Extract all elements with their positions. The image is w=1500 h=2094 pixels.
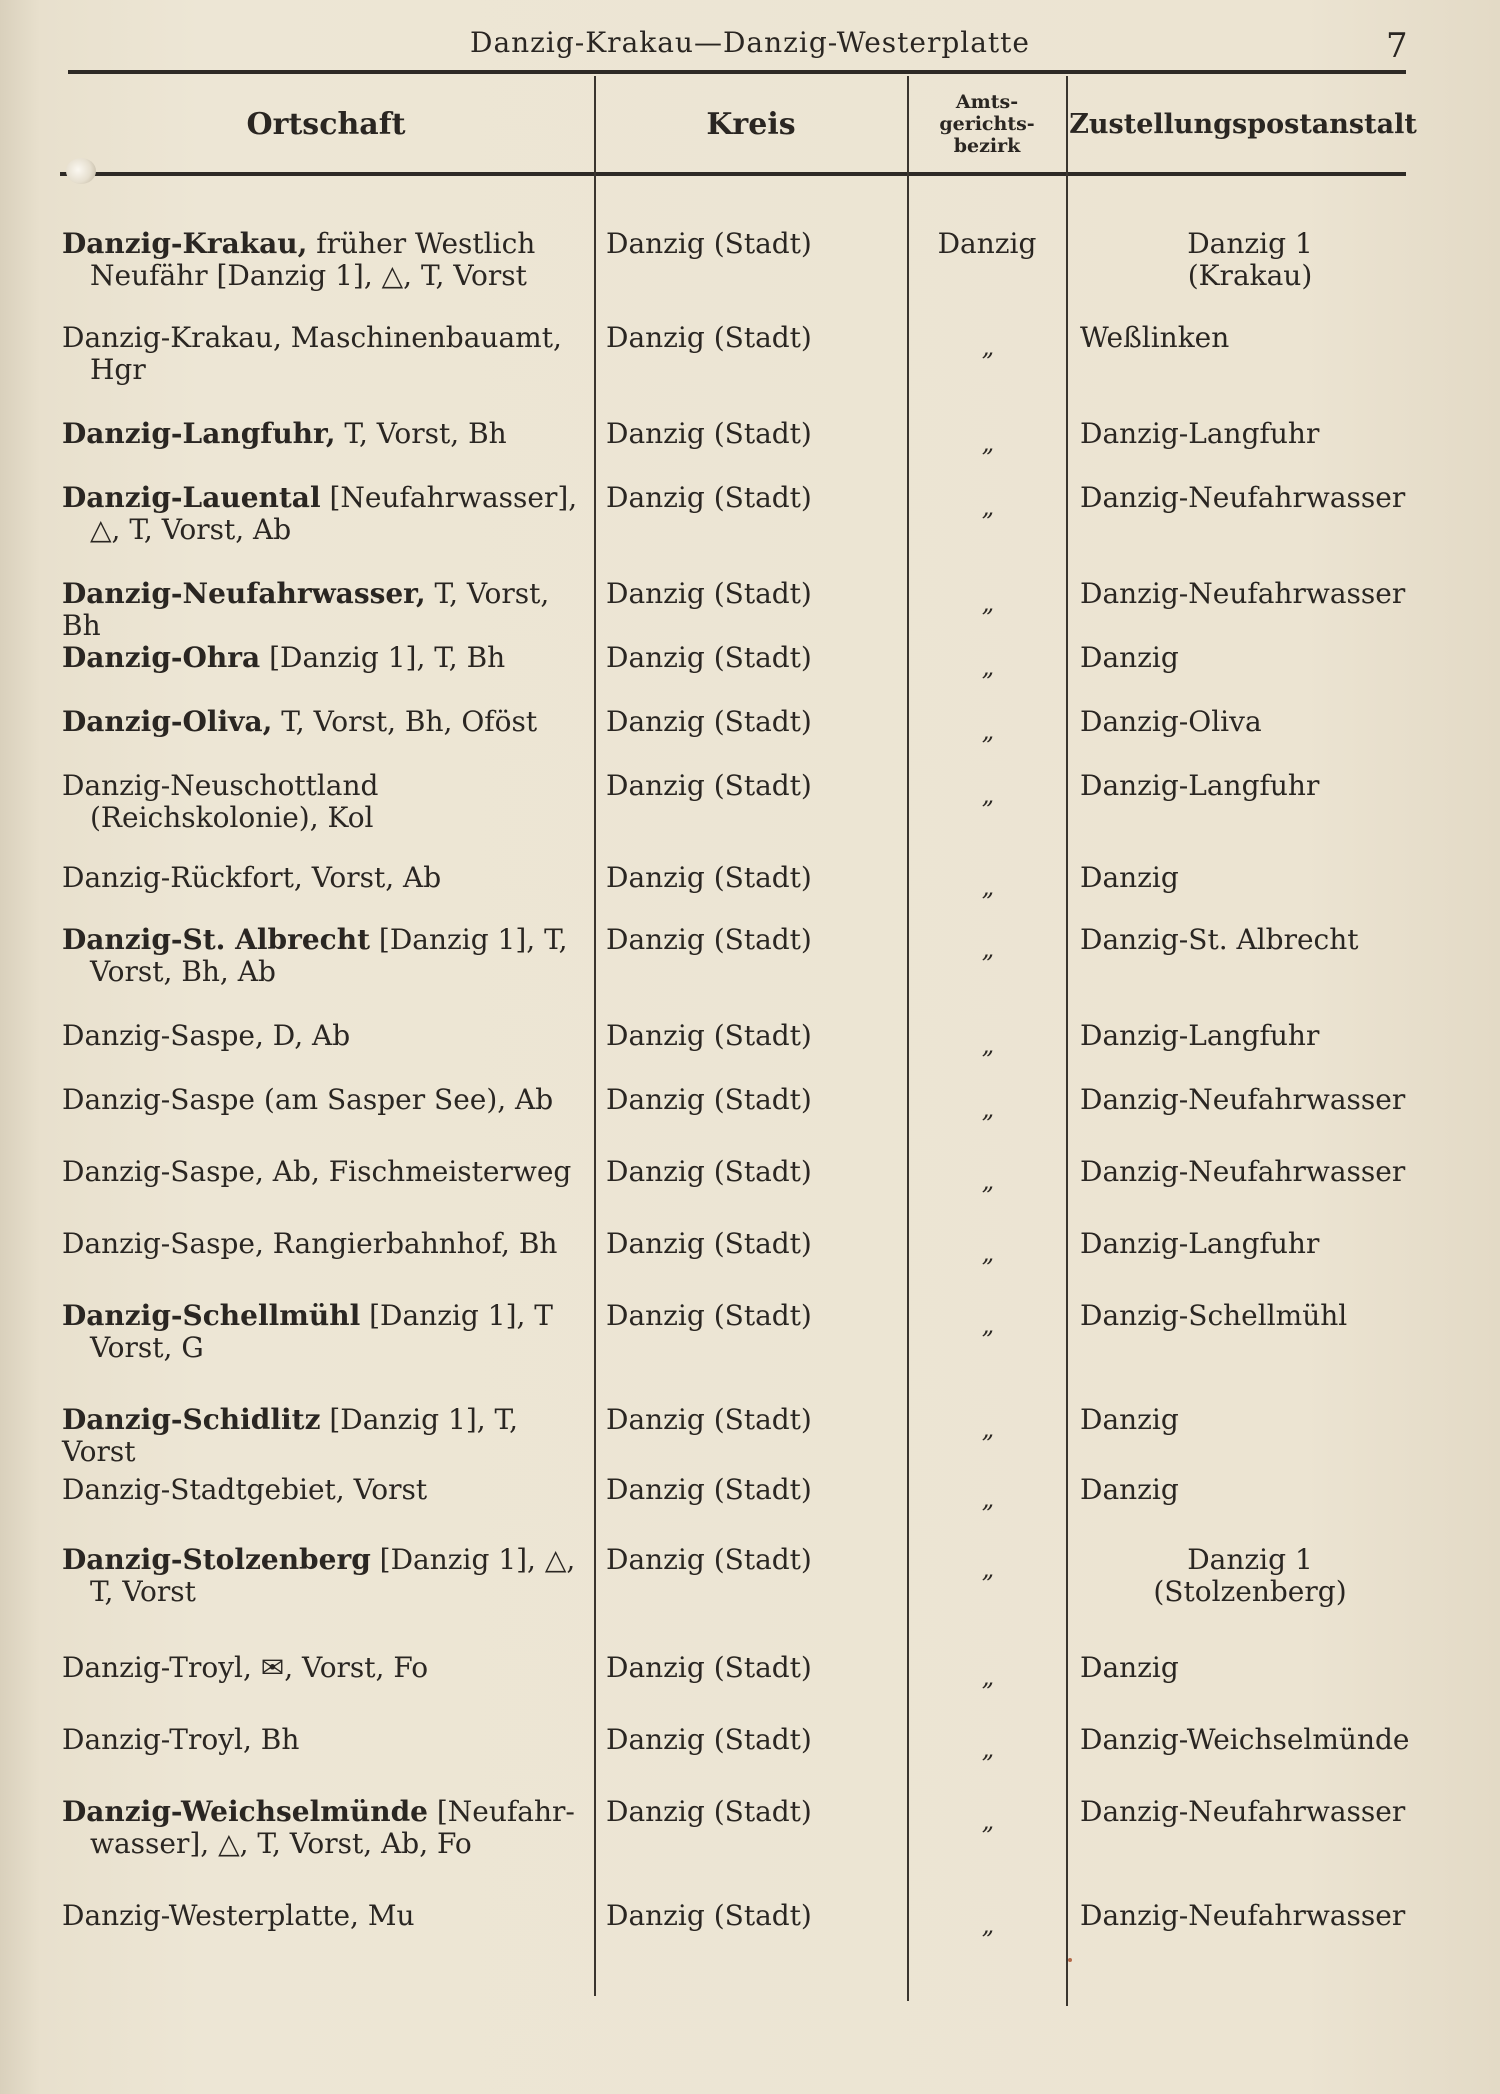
ortschaft-cell <box>62 1156 582 1188</box>
postanstalt-subvalue: (Stolzenberg) <box>1153 1575 1347 1608</box>
amtsgericht-cell <box>912 1474 1062 1513</box>
postanstalt-value: Danzig-Weichselmünde <box>1080 1723 1410 1756</box>
place-name: Danzig-Westerplatte, <box>62 1899 359 1932</box>
postanstalt-cell <box>1080 1652 1420 1684</box>
place-line <box>62 482 582 514</box>
header-amtsgericht-line: Amts- <box>955 91 1019 113</box>
amtsgericht-cell <box>912 1404 1062 1443</box>
postanstalt-value: Danzig-Neufahrwasser <box>1080 577 1406 610</box>
postanstalt-cell <box>1080 418 1420 450</box>
ditto-mark: „ <box>981 1239 993 1267</box>
ortschaft-cell <box>62 1652 582 1684</box>
place-line <box>62 418 582 450</box>
amtsgericht-cell <box>912 1228 1062 1267</box>
place-line <box>62 1724 582 1756</box>
kreis-cell: Danzig (Stadt) <box>606 641 812 674</box>
header-bottom-rule <box>60 172 1406 176</box>
place-line <box>62 1020 582 1052</box>
place-name: Danzig-Krakau, <box>62 227 308 260</box>
ortschaft-cell <box>62 578 582 642</box>
postanstalt-cell <box>1080 322 1420 354</box>
amtsgericht-value: Danzig <box>937 227 1037 260</box>
place-details: Rangierbahnhof, Bh <box>263 1227 558 1260</box>
postanstalt-cell <box>1080 642 1420 674</box>
place-name: Danzig-Saspe, <box>62 1227 264 1260</box>
ditto-mark: „ <box>981 1911 993 1939</box>
place-line <box>62 1300 582 1332</box>
ortschaft-cell <box>62 418 582 450</box>
amtsgericht-cell <box>912 578 1062 617</box>
amtsgericht-cell <box>912 1724 1062 1763</box>
kreis-cell: Danzig (Stadt) <box>606 1299 812 1332</box>
kreis-cell: Danzig (Stadt) <box>606 1795 812 1828</box>
place-details: (am Sasper See), Ab <box>255 1083 554 1116</box>
place-name: Danzig-Krakau, <box>62 321 282 354</box>
running-head: Danzig-Krakau—Danzig-Westerplatte <box>470 26 1030 59</box>
ortschaft-cell <box>62 1796 582 1860</box>
place-name: Danzig-Saspe, <box>62 1019 264 1052</box>
postanstalt-value: Danzig-Langfuhr <box>1080 417 1320 450</box>
ditto-mark: „ <box>981 1663 993 1691</box>
postanstalt-value: Danzig-Langfuhr <box>1080 1019 1320 1052</box>
place-line <box>62 1652 582 1684</box>
ortschaft-cell <box>62 1084 582 1116</box>
postanstalt-value: Danzig <box>1080 1651 1179 1684</box>
amtsgericht-cell <box>912 770 1062 809</box>
ditto-mark: „ <box>981 873 993 901</box>
place-details: T, Vorst, Bh <box>62 577 550 642</box>
place-details: Mu <box>358 1899 415 1932</box>
ortschaft-cell <box>62 1544 582 1608</box>
amtsgericht-cell <box>912 1900 1062 1939</box>
place-name: Danzig-Troyl, <box>62 1723 252 1756</box>
amtsgericht-cell <box>912 1300 1062 1339</box>
place-line <box>62 1796 582 1828</box>
place-continuation: Vorst, G <box>90 1331 204 1364</box>
kreis-cell: Danzig (Stadt) <box>606 321 812 354</box>
place-continuation: Neufähr [Danzig 1], △, T, Vorst <box>90 259 527 292</box>
place-line <box>62 1084 582 1116</box>
place-details: [Danzig 1], △, <box>370 1543 576 1576</box>
postanstalt-cell <box>1080 1300 1420 1332</box>
place-details: Vorst, Ab <box>302 861 442 894</box>
place-details: [Neufahrwasser], <box>320 481 578 514</box>
postanstalt-cell <box>1080 1474 1420 1506</box>
ortschaft-cell <box>62 706 582 738</box>
place-details: [Danzig 1], T, Vorst <box>62 1403 518 1468</box>
place-name: Danzig-Neuschottland <box>62 769 379 802</box>
amtsgericht-cell <box>912 1544 1062 1583</box>
kreis-cell: Danzig (Stadt) <box>606 1227 812 1260</box>
place-name: Danzig-Saspe <box>62 1083 256 1116</box>
amtsgericht-cell <box>912 228 1062 260</box>
postanstalt-cell <box>1080 1084 1420 1116</box>
place-line <box>62 1404 582 1468</box>
place-continuation: △, T, Vorst, Ab <box>90 513 292 546</box>
header-kreis: Kreis <box>706 106 796 142</box>
postanstalt-value: Danzig-Neufahrwasser <box>1080 1083 1406 1116</box>
ditto-mark: „ <box>981 1415 993 1443</box>
postanstalt-cell <box>1080 706 1420 738</box>
place-name: Danzig-Stolzenberg <box>62 1543 371 1576</box>
kreis-cell: Danzig (Stadt) <box>606 1019 812 1052</box>
amtsgericht-cell <box>912 1084 1062 1123</box>
place-name: Danzig-St. Albrecht <box>62 923 371 956</box>
kreis-cell: Danzig (Stadt) <box>606 1899 812 1932</box>
place-details: ✉, Vorst, Fo <box>251 1651 429 1684</box>
place-details: Vorst <box>344 1473 428 1506</box>
place-details: früher Westlich <box>307 227 536 260</box>
postanstalt-cell <box>1080 482 1420 514</box>
place-line <box>62 1228 582 1260</box>
ortschaft-cell <box>62 1020 582 1052</box>
column-divider <box>1066 76 1068 2006</box>
amtsgericht-cell <box>912 642 1062 681</box>
postanstalt-value: Danzig-Langfuhr <box>1080 1227 1320 1260</box>
kreis-cell: Danzig (Stadt) <box>606 769 812 802</box>
place-details: Maschinenbauamt, <box>281 321 562 354</box>
amtsgericht-cell <box>912 1020 1062 1059</box>
place-line <box>62 862 582 894</box>
place-name: Danzig-Ohra <box>62 641 261 674</box>
ditto-mark: „ <box>981 1031 993 1059</box>
place-name: Danzig-Oliva, <box>62 705 273 738</box>
postanstalt-value: Danzig 1 <box>1187 227 1313 260</box>
place-name: Danzig-Schidlitz <box>62 1403 321 1436</box>
place-name: Danzig-Stadtgebiet, <box>62 1473 345 1506</box>
postanstalt-value: Danzig-Neufahrwasser <box>1080 1899 1406 1932</box>
ditto-mark: „ <box>981 1095 993 1123</box>
amtsgericht-cell <box>912 706 1062 745</box>
ortschaft-cell <box>62 1404 582 1468</box>
postanstalt-cell <box>1080 1228 1420 1260</box>
place-details: [Danzig 1], T <box>360 1299 553 1332</box>
place-line <box>62 1900 582 1932</box>
postanstalt-value: Danzig 1 <box>1187 1543 1313 1576</box>
kreis-cell: Danzig (Stadt) <box>606 1403 812 1436</box>
ditto-mark: „ <box>981 589 993 617</box>
postanstalt-cell <box>1080 1156 1420 1188</box>
header-amtsgericht-line: bezirk <box>953 135 1021 157</box>
ditto-mark: „ <box>981 717 993 745</box>
place-line <box>62 770 582 802</box>
place-continuation: (Reichskolonie), Kol <box>90 801 374 834</box>
kreis-cell: Danzig (Stadt) <box>606 1723 812 1756</box>
ortschaft-cell <box>62 1228 582 1260</box>
place-line <box>62 322 582 354</box>
column-divider <box>594 76 596 1996</box>
place-line <box>62 1156 582 1188</box>
ortschaft-cell <box>62 228 582 292</box>
amtsgericht-cell <box>912 1156 1062 1195</box>
place-continuation: wasser], △, T, Vorst, Ab, Fo <box>90 1827 472 1860</box>
place-name: Danzig-Langfuhr, <box>62 417 336 450</box>
kreis-cell: Danzig (Stadt) <box>606 1155 812 1188</box>
postanstalt-value: Danzig <box>1080 1403 1179 1436</box>
header-zustellungspostanstalt: Zustellungspostanstalt <box>1069 108 1417 140</box>
place-details: [Danzig 1], T, <box>370 923 568 956</box>
place-details: [Neufahr- <box>427 1795 575 1828</box>
place-name: Danzig-Saspe, <box>62 1155 264 1188</box>
amtsgericht-cell <box>912 1652 1062 1691</box>
ditto-mark: „ <box>981 429 993 457</box>
postanstalt-value: Danzig <box>1080 861 1179 894</box>
kreis-cell: Danzig (Stadt) <box>606 577 812 610</box>
postanstalt-cell <box>1080 1724 1420 1756</box>
kreis-cell: Danzig (Stadt) <box>606 1543 812 1576</box>
kreis-cell: Danzig (Stadt) <box>606 227 812 260</box>
kreis-cell: Danzig (Stadt) <box>606 705 812 738</box>
place-line <box>62 706 582 738</box>
kreis-cell: Danzig (Stadt) <box>606 861 812 894</box>
ortschaft-cell <box>62 1300 582 1364</box>
ditto-mark: „ <box>981 1807 993 1835</box>
ditto-mark: „ <box>981 1311 993 1339</box>
place-details: [Danzig 1], T, Bh <box>260 641 506 674</box>
kreis-cell: Danzig (Stadt) <box>606 481 812 514</box>
place-details: Ab, Fischmeisterweg <box>263 1155 572 1188</box>
place-line <box>62 924 582 956</box>
place-name: Danzig-Troyl, <box>62 1651 252 1684</box>
postanstalt-value: Danzig-Neufahrwasser <box>1080 1155 1406 1188</box>
place-details: D, Ab <box>263 1019 351 1052</box>
ditto-mark: „ <box>981 1735 993 1763</box>
postanstalt-value: Danzig-Neufahrwasser <box>1080 481 1406 514</box>
column-divider <box>907 76 909 2001</box>
ditto-mark: „ <box>981 1167 993 1195</box>
header-amtsgerichtsbezirk <box>910 80 1064 168</box>
ortschaft-cell <box>62 482 582 546</box>
place-name: Danzig-Neufahrwasser, <box>62 577 426 610</box>
kreis-cell: Danzig (Stadt) <box>606 1651 812 1684</box>
kreis-cell: Danzig (Stadt) <box>606 923 812 956</box>
ditto-mark: „ <box>981 1555 993 1583</box>
ditto-mark: „ <box>981 333 993 361</box>
postanstalt-value: Danzig-Neufahrwasser <box>1080 1795 1406 1828</box>
place-name: Danzig-Weichselmünde <box>62 1795 428 1828</box>
ditto-mark: „ <box>981 935 993 963</box>
ditto-mark: „ <box>981 781 993 809</box>
ortschaft-cell <box>62 924 582 988</box>
header-amtsgericht-line: gerichts- <box>939 113 1035 135</box>
postanstalt-value: Weßlinken <box>1080 321 1230 354</box>
page-number: 7 <box>1386 26 1408 66</box>
postanstalt-cell <box>1080 578 1420 610</box>
postanstalt-cell <box>1080 770 1420 802</box>
ditto-mark: „ <box>981 653 993 681</box>
kreis-cell: Danzig (Stadt) <box>606 1473 812 1506</box>
amtsgericht-cell <box>912 482 1062 521</box>
postanstalt-cell <box>1080 924 1420 956</box>
kreis-cell: Danzig (Stadt) <box>606 417 812 450</box>
place-details: T, Vorst, Bh <box>335 417 507 450</box>
postanstalt-value: Danzig-Langfuhr <box>1080 769 1320 802</box>
postanstalt-value: Danzig <box>1080 1473 1179 1506</box>
ortschaft-cell <box>62 770 582 834</box>
header-ortschaft: Ortschaft <box>246 106 406 142</box>
postanstalt-cell <box>1080 1544 1420 1608</box>
place-line <box>62 1544 582 1576</box>
postanstalt-value: Danzig-St. Albrecht <box>1080 923 1359 956</box>
place-name: Danzig-Rückfort, <box>62 861 303 894</box>
postanstalt-subvalue: (Krakau) <box>1187 259 1313 292</box>
postanstalt-cell <box>1080 1404 1420 1436</box>
ortschaft-cell <box>62 1900 582 1932</box>
amtsgericht-cell <box>912 322 1062 361</box>
amtsgericht-cell <box>912 862 1062 901</box>
postanstalt-cell <box>1080 1796 1420 1828</box>
table-top-rule <box>68 70 1406 74</box>
ortschaft-cell <box>62 862 582 894</box>
place-line <box>62 1474 582 1506</box>
postanstalt-cell <box>1080 1020 1420 1052</box>
postanstalt-cell <box>1080 1900 1420 1932</box>
kreis-cell: Danzig (Stadt) <box>606 1083 812 1116</box>
ortschaft-cell <box>62 1474 582 1506</box>
place-line <box>62 578 582 642</box>
ortschaft-cell <box>62 642 582 674</box>
place-continuation: Vorst, Bh, Ab <box>90 955 276 988</box>
place-line <box>62 642 582 674</box>
amtsgericht-cell <box>912 924 1062 963</box>
postanstalt-value: Danzig-Schellmühl <box>1080 1299 1348 1332</box>
ortschaft-cell <box>62 322 582 386</box>
place-name: Danzig-Lauental <box>62 481 321 514</box>
place-line <box>62 228 582 260</box>
place-details: Bh <box>251 1723 300 1756</box>
amtsgericht-cell <box>912 418 1062 457</box>
amtsgericht-cell <box>912 1796 1062 1835</box>
place-name: Danzig-Schellmühl <box>62 1299 361 1332</box>
postanstalt-cell <box>1080 862 1420 894</box>
ditto-mark: „ <box>981 1485 993 1513</box>
ink-mark <box>1068 1958 1072 1962</box>
place-details: T, Vorst, Bh, Oföst <box>272 705 538 738</box>
postanstalt-value: Danzig <box>1080 641 1179 674</box>
postanstalt-cell <box>1080 228 1420 292</box>
ditto-mark: „ <box>981 493 993 521</box>
place-continuation: Hgr <box>90 353 146 386</box>
postanstalt-value: Danzig-Oliva <box>1080 705 1262 738</box>
place-continuation: T, Vorst <box>90 1575 196 1608</box>
ortschaft-cell <box>62 1724 582 1756</box>
